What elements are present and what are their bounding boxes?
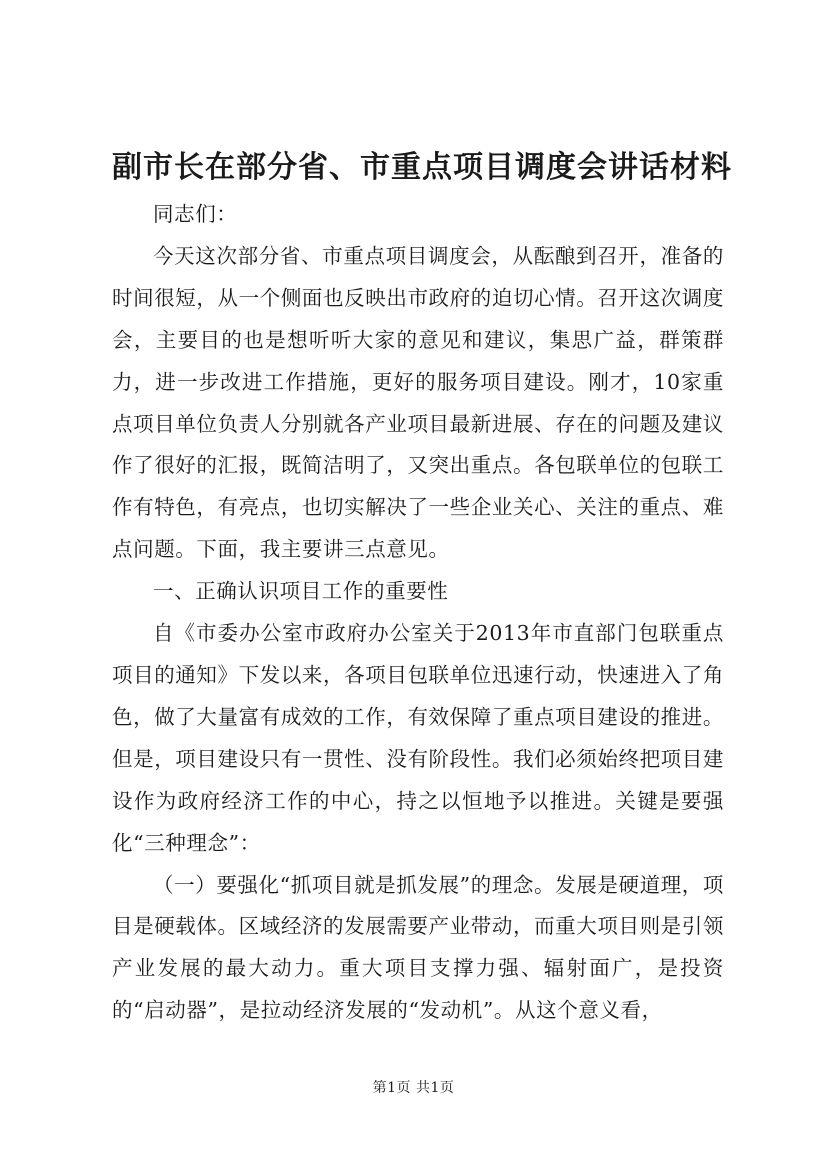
section-heading-1: 一、正确认识项目工作的重要性 <box>153 579 449 604</box>
page-footer: 第1页 共1页 <box>372 1080 455 1096</box>
body-paragraph-intro: 今天这次部分省、市重点项目调度会，从酝酿到召开，准备的时间很短，从一个侧面也反映出市政府的迫切心情。召开这次调度会，主要目的也是想听听大家的意见和建议，集思广益，群策群力，进一步改进工作措施，更好的服务项目建设。刚才，10家重点项目单位负责人分别就各产业项目最新进展、存在的问题及建议作了很好的汇报，既简洁明了，又突出重点。各包联单位的包联工作有特色，有亮点，也切实解决了一些企业关心、关注的重点、难点问题。下面，我主要讲三点意见。 <box>112 243 724 562</box>
document-title: 副市长在部分省、市重点项目调度会讲话材料 <box>112 150 732 185</box>
body-paragraph-subsection-1: （一）要强化“抓项目就是抓发展”的理念。发展是硬道理，项目是硬载体。区域经济的发展需要产业带动，而重大项目则是引领产业发展的最大动力。重大项目支撑力强、辐射面广，是投资的“启动器”，是拉动经济发展的“发动机”。从这个意义看， <box>112 872 724 1023</box>
salutation-paragraph: 同志们： <box>153 202 238 226</box>
body-paragraph-section-1: 自《市委办公室市政府办公室关于2013年市直部门包联重点项目的通知》下发以来，各项目包联单位迅速行动，快速进入了角色，做了大量富有成效的工作，有效保障了重点项目建设的推进。但是，项目建设只有一贯性、没有阶段性。我们必须始终把项目建设作为政府经济工作的中心，持之以恒地予以推进。关键是要强化“三种理念”： <box>112 621 724 855</box>
document-body <box>112 194 724 1032</box>
